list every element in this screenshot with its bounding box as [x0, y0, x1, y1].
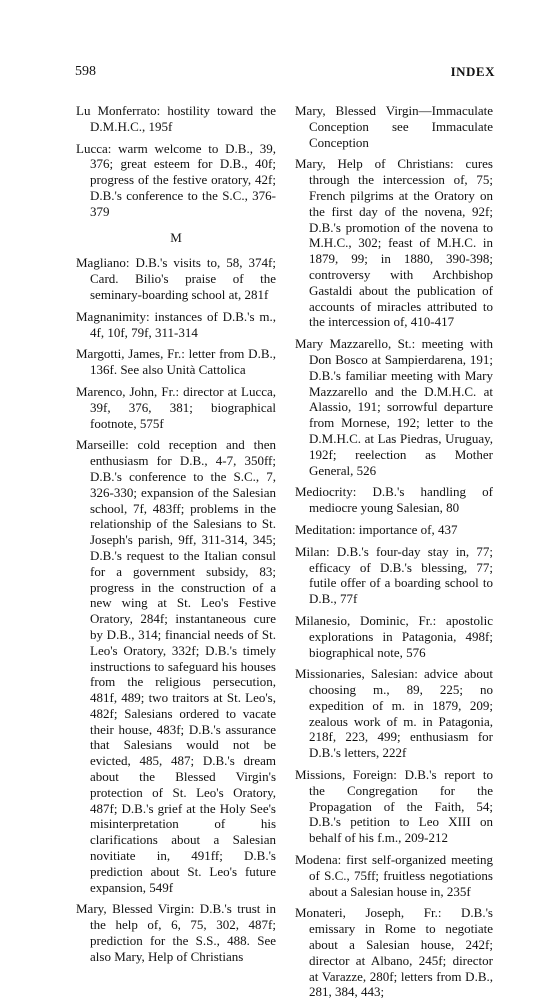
index-entry: Milanesio, Dominic, Fr.: apostolic explorations in Patagonia, 498f; biographical note, 576 — [295, 612, 493, 660]
index-entry: Mediocrity: D.B.'s handling of mediocre young Salesian, 80 — [295, 484, 493, 516]
index-entry: Marenco, John, Fr.: director at Lucca, 39f, 376, 381; biographical footnote, 575f — [76, 383, 276, 431]
page-number: 598 — [75, 64, 96, 79]
index-entry: Modena: first self-organized meeting of S.C., 75ff; fruitless negotiations about a Salesian house in, 235f — [295, 852, 493, 899]
running-title: INDEX — [450, 64, 495, 79]
index-entry: Lu Monferrato: hostility toward the D.M.H.C., 195f — [76, 103, 276, 134]
index-column-left — [76, 103, 276, 971]
page-header — [75, 64, 495, 84]
index-entry: Milan: D.B.'s four-day stay in, 77; efficacy of D.B.'s blessing, 77; futile offer of a boarding school to D.B., 77f — [295, 543, 493, 607]
section-letter: M — [170, 229, 182, 245]
index-column-right — [295, 103, 493, 1006]
index-entry: Lucca: warm welcome to D.B., 39, 376; great esteem for D.B., 40f; progress of the festive oratory, 42f; D.B.'s conference to the S.C., 376-379 — [76, 140, 276, 219]
index-entry: Mary, Help of Christians: cures through the intercession of, 75; French pilgrims at the Oratory on the first day of the novena, 92f; D.B.'s promotion of the novena to M.H.C., 302; feast of M.H.C. in 1879, 99; in 1880, 390-398; controversy with Archbishop Gastaldi about the publication of accounts of miracles attributed to the intercession of, 410-417 — [295, 156, 493, 330]
index-entry: Marseille: cold reception and then enthusiasm for D.B., 4-7, 350ff; D.B.'s conference to the S.C., 7, 326-330; expansion of the Salesian school, 7f, 483ff; problems in the relationship of the Salesians to St. Joseph's parish, 9ff, 311-314, 345; D.B.'s request to the Italian consul for a government subsidy, 83; progress in the construction of a new wing at St. Leo's Festive Oratory, 284f; instantaneous cure by D.B., 314; financial needs of St. Leo's Oratory, 332f; D.B.'s timely instructions to safeguard his houses from the religious persecution, 481f, 489; two traitors at St. Leo's, 482f; Salesians ordered to vacate their house, 483f; D.B.'s assurance that Salesians would not be evicted, 485, 487; D.B.'s dream about the Blessed Virgin's protection of St. Leo's Oratory, 487f; D.B.'s grief at the Holy See's misinterpretation of his clarifications about a Salesian novitiate in, 491ff; D.B.'s prediction about St. Leo's future expansion, 549f — [76, 437, 276, 895]
index-entry: Missions, Foreign: D.B.'s report to the Congregation for the Propagation of the Faith, 54; D.B.'s petition to Leo XIII on behalf of his f.m., 209-212 — [295, 767, 493, 846]
index-entry: Magliano: D.B.'s visits to, 58, 374f; Card. Bilio's praise of the seminary-boarding school at, 281f — [76, 255, 276, 302]
index-entry: Magnanimity: instances of D.B.'s m., 4f, 10f, 79f, 311-314 — [76, 308, 276, 340]
index-entry: Margotti, James, Fr.: letter from D.B., 136f. See also Unità Cattolica — [76, 346, 276, 378]
index-entry: Monateri, Joseph, Fr.: D.B.'s emissary in Rome to negotiate about a Salesian house, 242f; director at Albano, 245f; director at Varazze, 280f; letters from D.B., 281, 384, 443; — [295, 905, 493, 1000]
index-entry: Mary, Blessed Virgin: D.B.'s trust in the help of, 6, 75, 302, 487f; prediction for the S.S., 488. See also Mary, Help of Christians — [76, 901, 276, 964]
index-entry: Meditation: importance of, 437 — [295, 521, 458, 537]
index-entry: Mary, Blessed Virgin—Immaculate Conception see Immaculate Conception — [295, 103, 493, 150]
index-entry: Mary Mazzarello, St.: meeting with Don Bosco at Sampierdarena, 191; D.B.'s familiar meeting with Mary Mazzarello and the D.M.H.C. at Alassio, 191; sorrowful departure from Mornese, 192; letter to the D.M.H.C. at Las Piedras, Uruguay, 192f; reelection as Mother General, 526 — [295, 336, 493, 478]
index-entry: Missionaries, Salesian: advice about choosing m., 89, 225; no expedition of m. in 1879, 209; zealous work of m. in Patagonia, 218f, 223, 499; enthusiasm for D.B.'s letters, 222f — [295, 666, 493, 761]
